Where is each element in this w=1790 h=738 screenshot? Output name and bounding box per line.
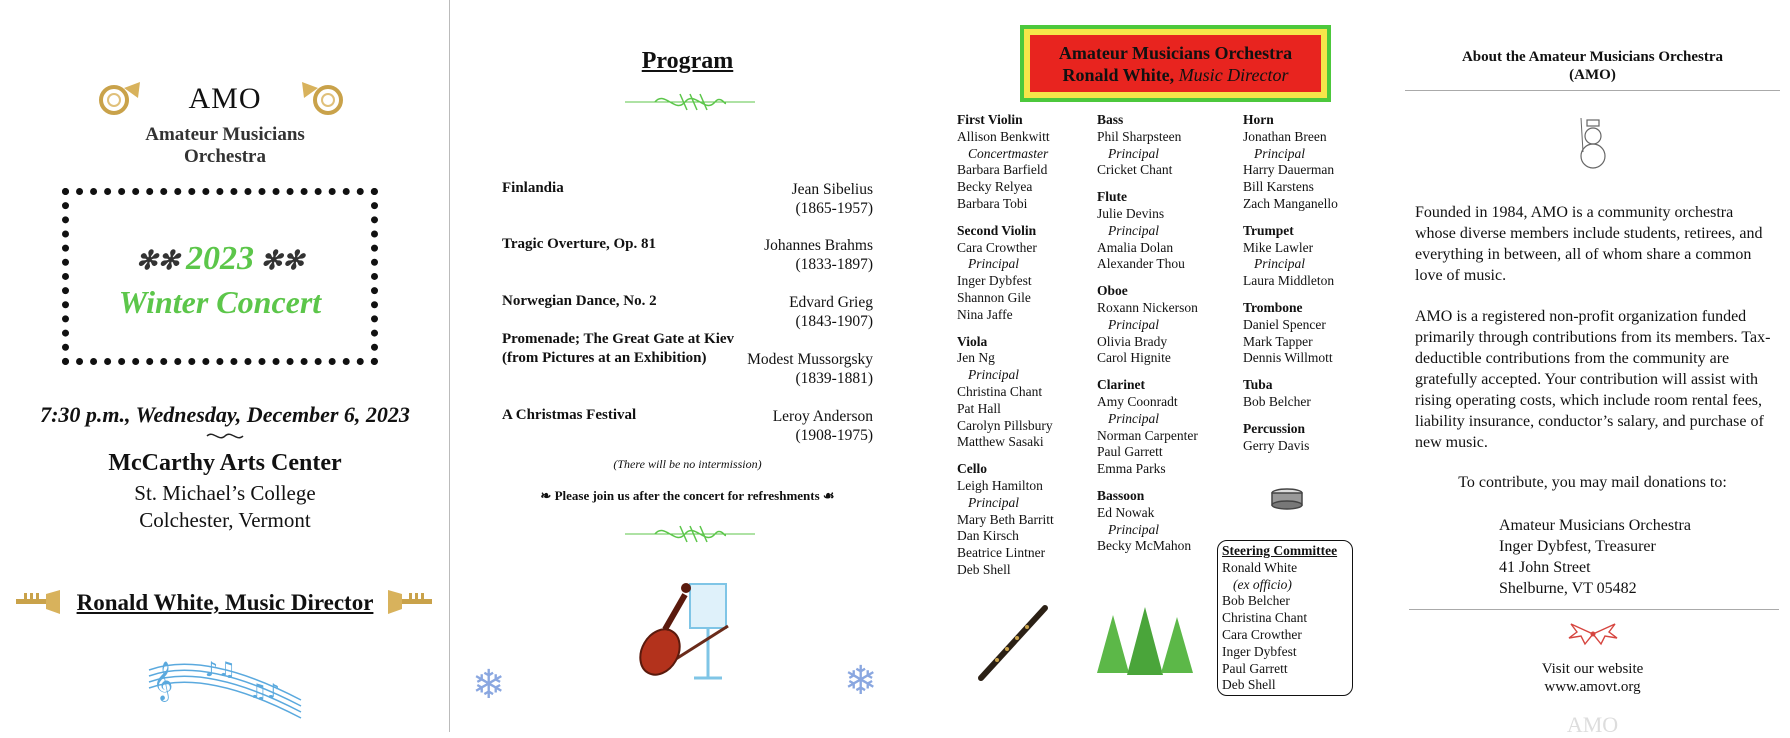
piece-subtitle: (from Pictures at an Exhibition) bbox=[502, 350, 707, 366]
svg-text:♪♫: ♪♫ bbox=[205, 657, 236, 681]
member: Bob Belcher bbox=[1222, 593, 1290, 609]
steering-committee-box bbox=[1217, 540, 1353, 696]
roster-column-brass bbox=[1243, 112, 1338, 454]
member: Beatrice Lintner bbox=[957, 545, 1046, 561]
snowflake-icon: ❄ bbox=[844, 658, 878, 704]
concert-datetime: 7:30 p.m., Wednesday, December 6, 2023 bbox=[40, 402, 410, 427]
member-role: (ex officio) bbox=[1233, 576, 1292, 592]
member-role: Principal bbox=[968, 256, 1019, 272]
member: Amy Coonradt bbox=[1097, 393, 1178, 409]
flourish-icon bbox=[625, 90, 755, 114]
member: Nina Jaffe bbox=[957, 306, 1013, 322]
music-director: Ronald White, Music Director bbox=[1062, 64, 1289, 85]
member: Daniel Spencer bbox=[1243, 316, 1326, 332]
orchestra-banner bbox=[1020, 25, 1331, 102]
section-second-violin: Second Violin bbox=[957, 222, 1037, 238]
mailing-address: Amateur Musicians Orchestra Inger Dybfest, Treasurer 41 John Street Shelburne, VT 05482 bbox=[1499, 517, 1691, 597]
member: Leigh Hamilton bbox=[957, 477, 1043, 493]
member: Deb Shell bbox=[1222, 677, 1276, 693]
member-role: Principal bbox=[968, 494, 1019, 510]
snowflake-icon: ✻✻ bbox=[254, 246, 305, 275]
member: Emma Parks bbox=[1097, 461, 1166, 477]
member: Norman Carpenter bbox=[1097, 427, 1198, 443]
member: Shannon Gile bbox=[957, 289, 1031, 305]
flourish-icon bbox=[625, 522, 755, 546]
member: Ronald White bbox=[1222, 559, 1298, 575]
divider bbox=[1405, 90, 1780, 91]
member: Harry Dauerman bbox=[1243, 162, 1335, 178]
member: Laura Middleton bbox=[1243, 273, 1335, 289]
website-info: Visit our website www.amovt.org bbox=[1395, 660, 1790, 696]
member: Julie Devins bbox=[1097, 205, 1165, 221]
member: Bill Karstens bbox=[1243, 179, 1314, 195]
faint-logo-text: AMO bbox=[1566, 712, 1619, 737]
member: Dennis Willmott bbox=[1243, 350, 1333, 366]
member: Alexander Thou bbox=[1097, 256, 1185, 272]
music-notes-icon bbox=[145, 640, 305, 720]
piece-title: Tragic Overture, Op. 81 bbox=[502, 236, 656, 252]
venue-college: St. Michael’s College bbox=[134, 481, 316, 505]
evergreen-trees-icon bbox=[1095, 605, 1195, 677]
leaf-ornament-icon: ❧ bbox=[540, 488, 555, 503]
french-horn-icon bbox=[300, 80, 346, 118]
member: Matthew Sasaki bbox=[957, 434, 1044, 450]
oboe-icon bbox=[973, 600, 1053, 685]
svg-text:♫♪: ♫♪ bbox=[249, 679, 280, 703]
piece-title: Norwegian Dance, No. 2 bbox=[502, 293, 657, 309]
member: Deb Shell bbox=[957, 561, 1011, 577]
venue-location: Colchester, Vermont bbox=[139, 508, 311, 532]
section-percussion: Percussion bbox=[1243, 420, 1306, 436]
section-flute: Flute bbox=[1097, 189, 1127, 205]
about-paragraph: AMO is a registered non-profit organization funded primarily through contributions from its members. Tax-deductible contributions from the community are gratefully accepted. Your contribution will assist with rising operating costs, which include room rental fees, liability insurance, conductor’s salary, and purchase of new music. bbox=[1415, 308, 1771, 451]
member: Carol Hignite bbox=[1097, 350, 1171, 366]
roster-column-strings bbox=[957, 112, 1054, 579]
member: Becky Relyea bbox=[957, 179, 1033, 195]
member: Ed Nowak bbox=[1097, 504, 1155, 520]
composer: Leroy Anderson (1908-1975) bbox=[772, 408, 873, 444]
section-trumpet: Trumpet bbox=[1243, 222, 1294, 238]
member: Mike Lawler bbox=[1243, 239, 1314, 255]
section-bass: Bass bbox=[1097, 112, 1124, 127]
snowflake-icon: ✻✻ bbox=[135, 246, 186, 275]
member: Carolyn Pillsbury bbox=[957, 417, 1053, 433]
member-role: Principal bbox=[1108, 222, 1159, 238]
member: Gerry Davis bbox=[1243, 437, 1310, 453]
member: Bob Belcher bbox=[1243, 393, 1311, 409]
section-bassoon: Bassoon bbox=[1097, 487, 1145, 503]
section-first-violin: First Violin bbox=[957, 112, 1023, 127]
concert-year: ✻✻ 2023 ✻✻ bbox=[135, 240, 305, 277]
refreshments-note: ❧ Please join us after the concert for refreshments ☙ bbox=[540, 488, 835, 503]
member: Phil Sharpsteen bbox=[1097, 128, 1182, 144]
member: Olivia Brady bbox=[1097, 333, 1168, 349]
member-role: Principal bbox=[968, 367, 1019, 383]
leaf-ornament-icon: ☙ bbox=[819, 488, 835, 503]
snare-drum-icon bbox=[1270, 487, 1304, 511]
member: Roxann Nickerson bbox=[1097, 299, 1198, 315]
steering-committee-title: Steering Committee bbox=[1222, 543, 1338, 558]
venue-name: McCarthy Arts Center bbox=[108, 450, 342, 476]
piece-title: A Christmas Festival bbox=[502, 407, 637, 423]
member-role: Concertmaster bbox=[968, 145, 1049, 161]
website-link[interactable]: www.amovt.org bbox=[1544, 679, 1641, 695]
member: Jonathan Breen bbox=[1243, 128, 1327, 144]
holly-icon bbox=[1565, 620, 1621, 646]
member-role: Principal bbox=[1108, 316, 1159, 332]
music-director-heading: Ronald White, Music Director bbox=[76, 590, 374, 615]
piece-title: Finlandia bbox=[502, 180, 564, 196]
program-title: Program bbox=[641, 48, 734, 74]
section-clarinet: Clarinet bbox=[1097, 377, 1145, 393]
section-viola: Viola bbox=[957, 333, 988, 349]
member: Jen Ng bbox=[957, 350, 995, 366]
violin-icon bbox=[628, 578, 738, 683]
section-tuba: Tuba bbox=[1243, 377, 1273, 393]
contribute-instructions: To contribute, you may mail donations to: bbox=[1458, 474, 1727, 491]
member: Pat Hall bbox=[957, 400, 1001, 416]
member: Allison Benkwitt bbox=[957, 128, 1050, 144]
no-intermission-note: (There will be no intermission) bbox=[613, 457, 762, 471]
member: Amalia Dolan bbox=[1097, 239, 1174, 255]
member: Zach Manganello bbox=[1243, 195, 1338, 211]
member: Cara Crowther bbox=[957, 239, 1037, 255]
about-panel bbox=[1395, 0, 1790, 737]
orchestra-name: Amateur Musicians Orchestra bbox=[1058, 42, 1293, 63]
member-role: Principal bbox=[1254, 256, 1305, 272]
flourish-icon bbox=[205, 430, 245, 442]
section-oboe: Oboe bbox=[1097, 283, 1128, 299]
orchestra-name: Amateur Musicians Orchestra bbox=[145, 124, 305, 167]
section-cello: Cello bbox=[957, 461, 987, 477]
member: Christina Chant bbox=[1222, 610, 1308, 626]
member: Cricket Chant bbox=[1097, 162, 1173, 178]
about-paragraph: Founded in 1984, AMO is a community orchestra whose diverse members include students, retirees, and everything in between, all of whom share a common love of music. bbox=[1415, 204, 1763, 284]
member-role: Principal bbox=[1254, 145, 1305, 161]
composer: Modest Mussorgsky (1839-1881) bbox=[747, 351, 873, 387]
composer: Edvard Grieg (1843-1907) bbox=[789, 294, 873, 330]
svg-text:𝄞: 𝄞 bbox=[153, 661, 174, 701]
section-trombone: Trombone bbox=[1243, 299, 1303, 315]
section-horn: Horn bbox=[1243, 112, 1274, 127]
roster-column-woodwinds bbox=[1097, 112, 1198, 555]
member-role: Principal bbox=[1108, 145, 1159, 161]
about-title: About the Amateur Musicians Orchestra (AMO) bbox=[1461, 49, 1724, 83]
member-role: Principal bbox=[1108, 521, 1159, 537]
member: Paul Garrett bbox=[1222, 660, 1288, 676]
composer: Johannes Brahms (1833-1897) bbox=[764, 237, 873, 273]
member-role: Principal bbox=[1108, 410, 1159, 426]
program-panel bbox=[450, 0, 925, 732]
member: Dan Kirsch bbox=[957, 528, 1019, 544]
composer: Jean Sibelius (1865-1957) bbox=[791, 181, 873, 217]
member: Barbara Barfield bbox=[957, 162, 1048, 178]
member: Mark Tapper bbox=[1243, 333, 1313, 349]
concert-name: Winter Concert bbox=[118, 284, 322, 320]
member: Inger Dybfest bbox=[1222, 643, 1297, 659]
piece-title: Promenade; The Great Gate at Kiev bbox=[502, 331, 735, 347]
member: Mary Beth Barritt bbox=[957, 511, 1054, 527]
member: Cara Crowther bbox=[1222, 626, 1302, 642]
member: Becky McMahon bbox=[1097, 538, 1192, 554]
amo-abbreviation: AMO bbox=[188, 82, 262, 115]
trumpet-icon bbox=[386, 590, 436, 614]
snowman-icon bbox=[1571, 116, 1615, 172]
member: Inger Dybfest bbox=[957, 273, 1032, 289]
member: Barbara Tobi bbox=[957, 195, 1028, 211]
roster-panel bbox=[925, 0, 1395, 732]
snowflake-icon: ❄ bbox=[472, 662, 506, 708]
member: Christina Chant bbox=[957, 383, 1043, 399]
divider bbox=[1409, 609, 1779, 610]
cover-panel bbox=[0, 0, 450, 732]
member: Paul Garrett bbox=[1097, 444, 1163, 460]
